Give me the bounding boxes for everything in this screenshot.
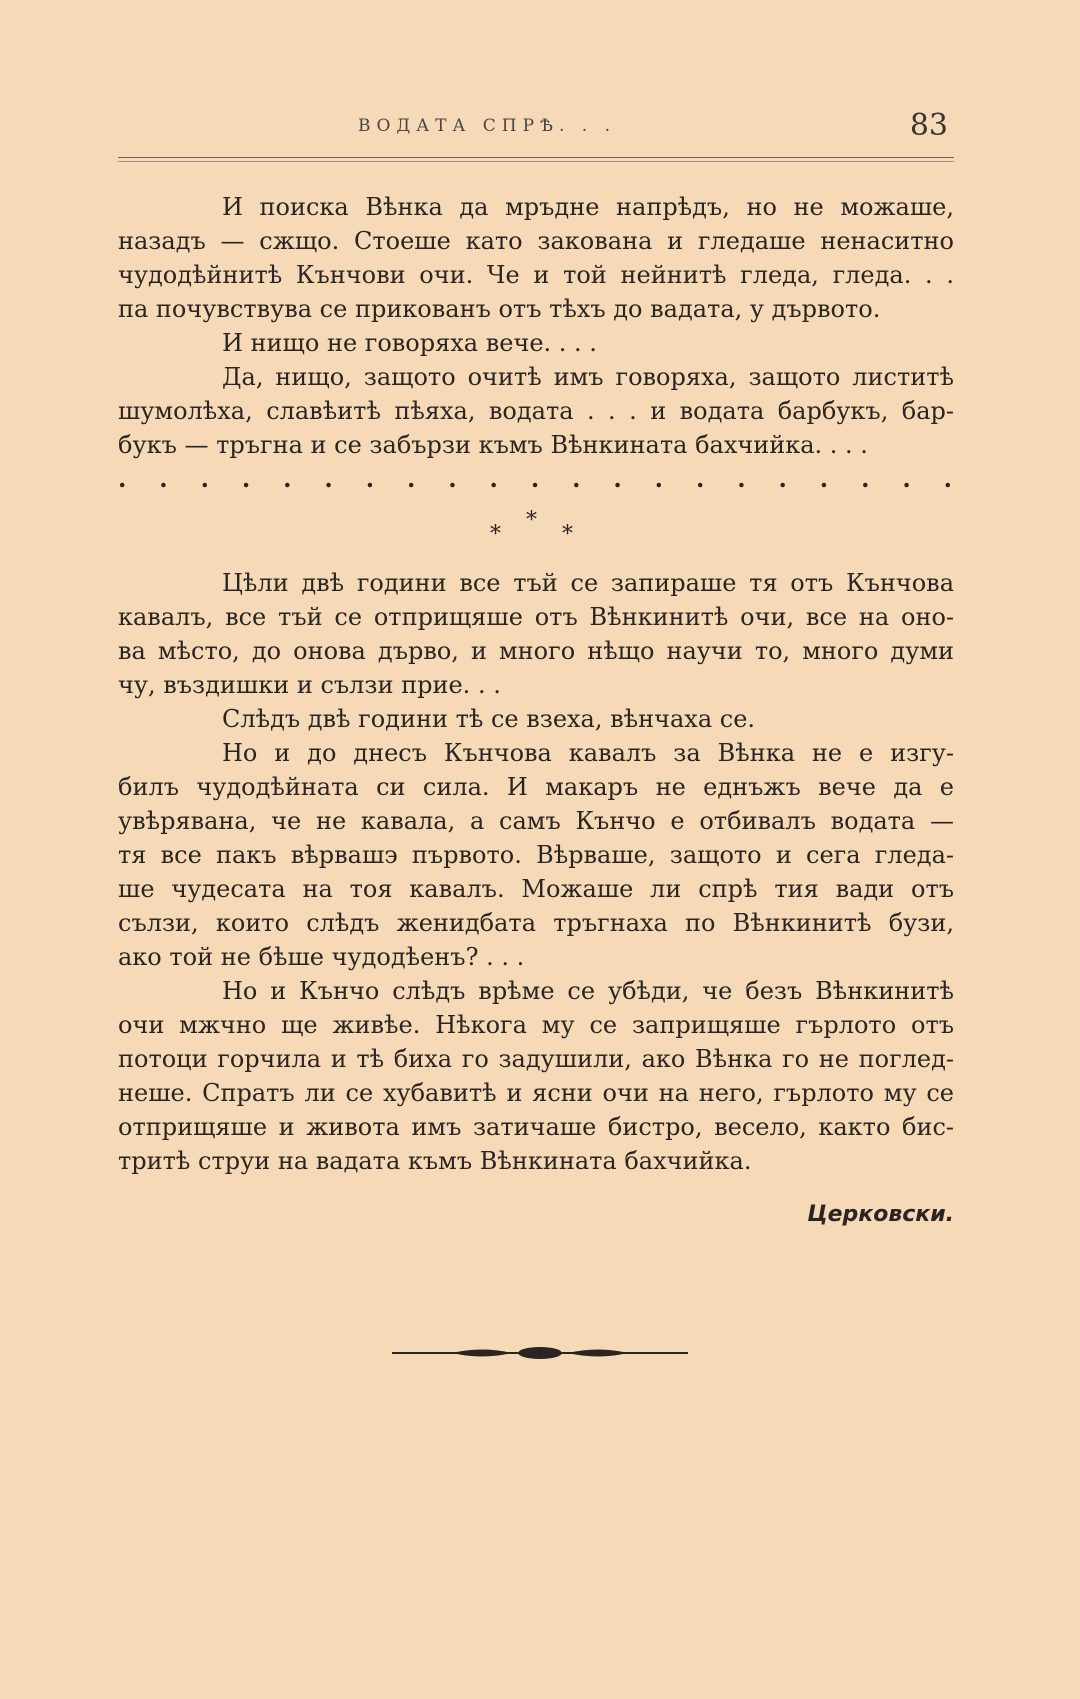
paragraph: [118, 326, 954, 360]
paragraph: [118, 702, 954, 736]
text-part-1: [118, 190, 954, 462]
text-line: чудодѣйнитѣ Кънчови очи. Че и той нейнитѣ гледа, гледа. . .: [118, 261, 954, 289]
paragraph: [118, 190, 954, 326]
text-line: назадъ — сжщо. Стоеше като закована и гледаше ненаситно: [118, 227, 954, 255]
asterism-star-right: *: [562, 522, 573, 547]
text-line: Да, нищо, защото очитѣ имъ говоряха, защото листитѣ: [222, 363, 954, 391]
tailpiece-ornament: [392, 1345, 688, 1361]
running-title: ВОДАТА СПРѢ. . .: [358, 116, 616, 136]
text-line: Но и до днесъ Кънчова кавалъ за Вѣнка не е изгу-: [222, 739, 954, 767]
paragraph: [118, 566, 954, 702]
ellipsis-dots-line: . . . . . . . . . . . . . . . . . . . . .: [118, 464, 954, 493]
text-line: тритѣ струи на вадата къмъ Вѣнкината бахчийка.: [118, 1147, 752, 1175]
paragraph: [118, 974, 954, 1178]
text-line: ше чудесата на тоя кавалъ. Можаше ли спрѣ тия вади отъ: [118, 875, 954, 903]
text-line: ва мѣсто, до онова дърво, и много нѣщо научи то, много думи: [118, 637, 954, 665]
text-line: чу, въздишки и сълзи прие. . .: [118, 671, 501, 699]
paragraph: [118, 360, 954, 462]
asterism-star-left: *: [490, 522, 501, 547]
text-line: И поиска Вѣнка да мръдне напрѣдъ, но не можаше,: [222, 193, 954, 221]
text-line: неше. Спратъ ли се хубавитѣ и ясни очи на него, гърлото му се: [118, 1079, 954, 1107]
body-text: [118, 190, 954, 1178]
text-line: шумолѣха, славѣитѣ пѣяха, водата . . . и водата барбукъ, бар-: [118, 397, 954, 425]
text-line: тя все пакъ вѣрвашэ първото. Вѣрваше, защото и сега гледа-: [118, 841, 954, 869]
text-line: И нищо не говоряха вече. . . .: [222, 329, 597, 357]
author-signature: Церковски.: [807, 1202, 954, 1227]
text-line: увѣрявана, че не кавала, а самъ Кънчо е отбивалъ водата —: [118, 807, 954, 835]
text-line: билъ чудодѣйната си сила. И макаръ не еднъжъ вече да е: [118, 773, 954, 801]
header-rule-thin: [118, 161, 954, 162]
page-number: 83: [909, 108, 948, 143]
text-line: кавалъ, все тъй се отприщяше отъ Вѣнкинитѣ очи, все на оно-: [118, 603, 954, 631]
text-line: отприщяше и живота имъ затичаше бистро, весело, както бис-: [118, 1113, 954, 1141]
header-rule: [118, 157, 954, 158]
text-part-2: [118, 566, 954, 1178]
text-line: па почувствува се прикованъ отъ тѣхъ до вадата, у дървото.: [118, 295, 881, 323]
asterism: [118, 496, 954, 566]
text-line: Но и Кънчо слѣдъ врѣме се убѣди, че безъ Вѣнкинитѣ: [222, 977, 954, 1005]
text-line: очи мжчно ще живѣе. Нѣкога му се заприщяше гърлото отъ: [118, 1011, 954, 1039]
paragraph: [118, 736, 954, 974]
asterism-star-top: *: [526, 508, 537, 533]
page-header: [118, 108, 954, 158]
text-line: Слѣдъ двѣ години тѣ се взеха, вѣнчаха се.: [222, 705, 756, 733]
text-line: ако той не бѣше чудодѣенъ? . . .: [118, 943, 525, 971]
text-line: сълзи, които слѣдъ женидбата тръгнаха по Вѣнкинитѣ бузи,: [118, 909, 954, 937]
text-line: букъ — тръгна и се забързи къмъ Вѣнкината бахчийка. . . .: [118, 431, 868, 459]
text-line: Цѣли двѣ години все тъй се запираше тя отъ Кънчова: [222, 569, 954, 597]
text-line: потоци горчила и тѣ биха го задушили, ако Вѣнка го не поглед-: [118, 1045, 954, 1073]
